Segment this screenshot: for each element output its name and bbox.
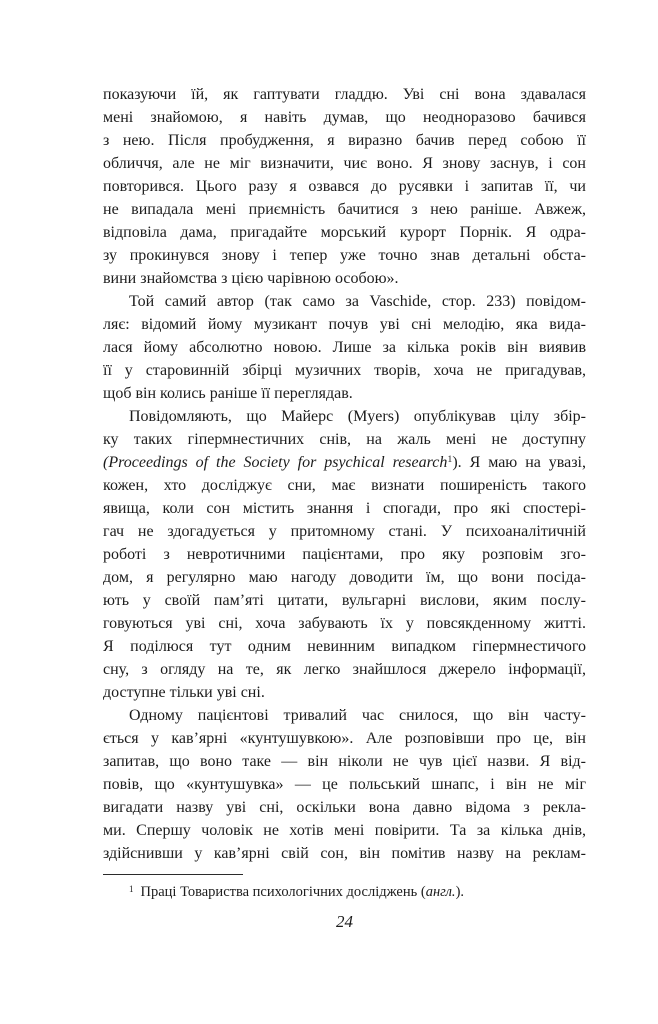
text-line bbox=[103, 175, 586, 198]
text-segment: вигадати назву уві сні, оскільки вона давно відома з рекла- bbox=[103, 799, 586, 816]
text-segment: ють у своїй пам’яті цитати, вульгарні вислови, яким послу- bbox=[103, 592, 586, 609]
text-line bbox=[103, 589, 586, 612]
text-segment: лася йому абсолютно новою. Лише за кілька років він виявив bbox=[103, 339, 586, 356]
text-segment: мені знайомою, я навіть думав, що неодноразово бачився bbox=[103, 109, 586, 126]
text-line bbox=[103, 382, 586, 405]
text-segment: ляє: відомий йому музикант почув уві сні мелодію, яка вида- bbox=[103, 316, 586, 333]
text-line bbox=[103, 543, 586, 566]
text-segment: ). bbox=[455, 884, 465, 900]
text-line bbox=[103, 83, 586, 106]
text-segment: запитав, що воно таке — він ніколи не чув цієї назви. Я від- bbox=[103, 753, 586, 770]
text-line bbox=[103, 773, 586, 796]
text-segment: її у старовинній збірці музичних творів, хоча не пригадував, bbox=[103, 362, 586, 379]
paragraph bbox=[103, 290, 586, 405]
text-line bbox=[103, 244, 586, 267]
text-line bbox=[103, 129, 586, 152]
text-segment: дом, я регулярно маю нагоду доводити їм, що вони посіда- bbox=[103, 569, 586, 586]
text-segment: ку таких гіпермнестичних снів, на жаль мені не доступну bbox=[103, 431, 586, 448]
text-segment: з нею. Після пробудження, я виразно бачив перед собою її bbox=[103, 132, 586, 149]
text-segment: здійснивши у кав’ярні свій сон, він помітив назву на реклам- bbox=[103, 845, 586, 862]
text-segment: Одному пацієнтові тривалий час снилося, що він часту- bbox=[129, 707, 586, 724]
text-line bbox=[103, 405, 586, 428]
text-segment: доступне тільки уві сні. bbox=[103, 684, 265, 701]
text-line bbox=[103, 566, 586, 589]
text-segment: щоб він колись раніше її переглядав. bbox=[103, 385, 353, 402]
text-line bbox=[103, 658, 586, 681]
footnote-divider bbox=[103, 874, 243, 875]
text-segment: зу прокинувся знову і тепер уже точно знав детальні обста- bbox=[103, 247, 586, 264]
text-segment: роботі з невротичними пацієнтами, про яку розповім зго- bbox=[103, 546, 586, 563]
text-segment: явища, коли сон містить знання і спогади, про які спостері- bbox=[103, 500, 586, 517]
text-segment: відповіла дама, пригадайте морський курорт Порнік. Я одра- bbox=[103, 224, 586, 241]
text-block bbox=[103, 83, 586, 865]
text-line bbox=[103, 704, 586, 727]
text-line bbox=[103, 681, 586, 704]
text-line bbox=[103, 313, 586, 336]
text-line bbox=[103, 267, 586, 290]
text-line bbox=[103, 727, 586, 750]
footnote bbox=[103, 883, 586, 902]
page-number: 24 bbox=[336, 912, 353, 931]
text-line bbox=[103, 198, 586, 221]
text-segment: Той самий автор (так само за Vaschide, стор. 233) повідом- bbox=[129, 293, 586, 310]
footnote-reference: 1 bbox=[447, 454, 453, 466]
text-line bbox=[103, 106, 586, 129]
text-line bbox=[103, 842, 586, 865]
text-segment: обличчя, але не міг визначити, чиє воно. Я знову заснув, і сон bbox=[103, 155, 586, 172]
text-line bbox=[103, 451, 586, 474]
text-segment: вини знайомства з цією чарівною особою». bbox=[103, 270, 399, 287]
text-segment: англ. bbox=[425, 884, 456, 900]
paragraph bbox=[103, 83, 586, 290]
paragraph bbox=[103, 704, 586, 865]
text-line bbox=[103, 750, 586, 773]
text-line bbox=[103, 359, 586, 382]
text-segment: гач не здогадується у притомному стані. У психоаналітичній bbox=[103, 523, 586, 540]
text-segment: не випадала мені приємність бачитися з нею раніше. Авжеж, bbox=[103, 201, 586, 218]
text-segment: (Proceedings of the Society for psychical research bbox=[103, 454, 448, 471]
text-segment: Повідомляють, що Майерс (Myers) опублікував цілу збір- bbox=[129, 408, 586, 425]
text-line bbox=[103, 221, 586, 244]
text-line bbox=[103, 290, 586, 313]
text-line bbox=[103, 152, 586, 175]
text-line bbox=[103, 520, 586, 543]
text-segment: Я поділюся тут одним невинним випадком гіпермнестичого bbox=[103, 638, 586, 655]
text-segment: говуються уві сні, хоча забувають їх у повсякденному житті. bbox=[103, 615, 586, 632]
text-segment: повів, що «кунтушувка» — це польський шнапс, і він не міг bbox=[103, 776, 586, 793]
text-line bbox=[103, 819, 586, 842]
text-line bbox=[103, 428, 586, 451]
text-segment: повторився. Цього разу я озвався до русявки і запитав її, чи bbox=[103, 178, 586, 195]
text-segment: Праці Товариства психологічних досліджень ( bbox=[140, 884, 426, 900]
text-segment: ми. Спершу чоловік не хотів мені повірити. Та за кілька днів, bbox=[103, 822, 586, 839]
text-line bbox=[103, 635, 586, 658]
text-segment: сну, з огляду на те, як легко знайшлося джерело інформації, bbox=[103, 661, 586, 678]
text-line bbox=[103, 336, 586, 359]
footnote-marker: 1 bbox=[129, 883, 134, 894]
text-line bbox=[103, 497, 586, 520]
text-line bbox=[103, 796, 586, 819]
text-line bbox=[103, 612, 586, 635]
text-line bbox=[103, 474, 586, 497]
text-segment: кожен, хто досліджує сни, має визнати поширеність такого bbox=[103, 477, 586, 494]
text-segment: ється у кав’ярні «кунтушувкою». Але розповівши про це, він bbox=[103, 730, 586, 747]
text-segment: ). Я маю на увазі, bbox=[452, 454, 586, 471]
paragraph bbox=[103, 405, 586, 704]
text-segment: показуючи їй, як гаптувати гладдю. Уві сні вона здавалася bbox=[103, 86, 586, 103]
